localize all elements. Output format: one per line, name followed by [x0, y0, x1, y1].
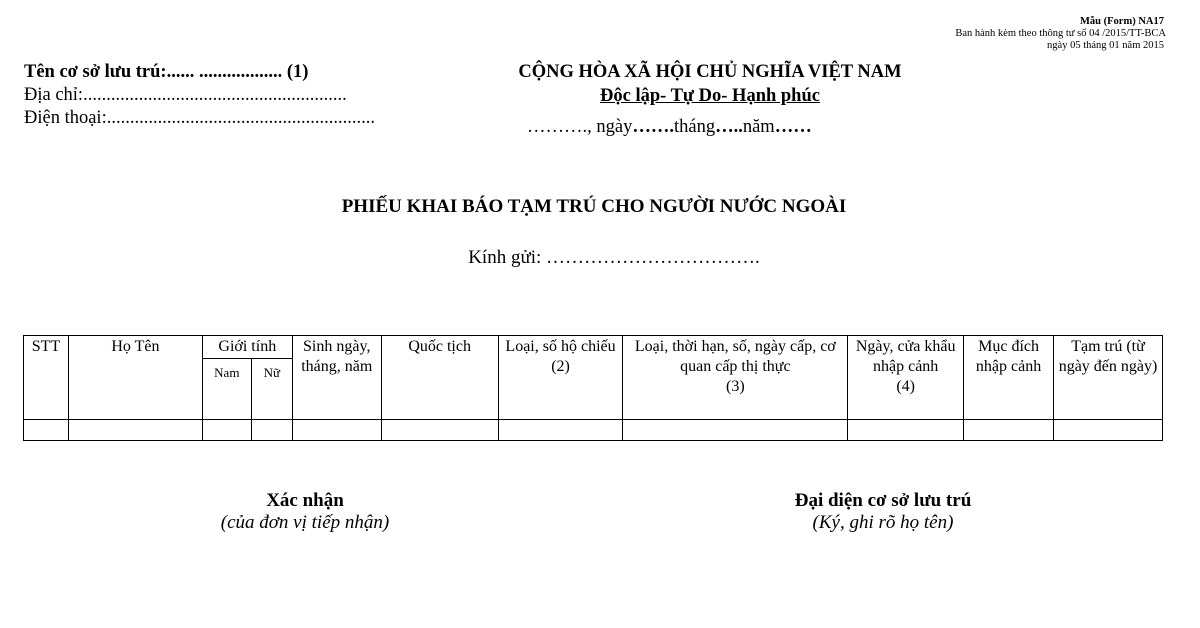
table-cell [202, 420, 251, 441]
table-cell [623, 420, 848, 441]
signature-right [758, 490, 1008, 534]
national-motto-text: Độc lập- Tự Do- Hạnh phúc [600, 86, 820, 106]
table-cell [848, 420, 964, 441]
national-motto [470, 84, 950, 108]
table-cell [1054, 420, 1163, 441]
date-prefix: ………., ngày [527, 117, 633, 137]
establishment-name-line: Tên cơ sở lưu trú:...... .................. (1) [24, 62, 309, 82]
establishment-block [24, 61, 375, 130]
national-header [470, 60, 950, 108]
header-nu: Nữ [251, 359, 292, 420]
date-dots-1: ……. [632, 117, 674, 137]
header-stt: STT [24, 336, 69, 420]
date-line [527, 117, 812, 138]
signature-left [180, 490, 430, 534]
table-cell [964, 420, 1054, 441]
form-date-line: ngày 05 tháng 01 năm 2015 [1047, 40, 1164, 51]
form-code-block [953, 16, 1164, 52]
form-code: Mẫu (Form) NA17 [1080, 16, 1164, 27]
declaration-table [23, 335, 1163, 441]
header-ho-chieu [498, 336, 623, 420]
header-nam: Nam [202, 359, 251, 420]
establishment-phone-line: Điện thoại:.......................................................... [24, 108, 375, 128]
form-issued-line: Ban hành kèm theo thông tư số 04 /2015/TT-BCA [955, 28, 1166, 39]
table-cell [68, 420, 202, 441]
table-row [24, 420, 1163, 441]
header-nhap-canh-note: (4) [896, 378, 915, 395]
signature-right-title: Đại diện cơ sở lưu trú [794, 490, 972, 511]
date-nam: năm [742, 117, 775, 137]
signature-left-sub: (của đơn vị tiếp nhận) [220, 512, 390, 533]
kinh-gui-line: Kính gửi: ……………………………. [468, 247, 760, 268]
header-thi-thuc [623, 336, 848, 420]
header-nhap-canh-text: Ngày, cửa khẩu nhập cảnh [855, 338, 956, 375]
signature-left-title: Xác nhận [266, 490, 344, 511]
table-cell [498, 420, 623, 441]
header-ho-chieu-text: Loại, số hộ chiếu [505, 338, 616, 355]
header-muc-dich: Mục đích nhập cảnh [964, 336, 1054, 420]
signature-right-sub: (Ký, ghi rõ họ tên) [812, 512, 954, 533]
header-tam-tru: Tạm trú (từ ngày đến ngày) [1054, 336, 1163, 420]
table-cell [251, 420, 292, 441]
header-nhap-canh [848, 336, 964, 420]
header-ho-ten: Họ Tên [68, 336, 202, 420]
header-sinh-ngay: Sinh ngày, tháng, năm [292, 336, 381, 420]
date-dots-2: ….. [715, 117, 743, 137]
establishment-address-line: Địa chỉ:......................................................... [24, 85, 347, 105]
date-thang: tháng [673, 117, 716, 137]
national-title: CỘNG HÒA XÃ HỘI CHỦ NGHĨA VIỆT NAM [518, 62, 902, 82]
header-thi-thuc-note: (3) [726, 378, 745, 395]
header-quoc-tich: Quốc tịch [381, 336, 498, 420]
date-dots-3: …… [774, 117, 812, 137]
header-thi-thuc-text: Loại, thời hạn, số, ngày cấp, cơ quan cấp thị thực [634, 338, 836, 375]
table-cell [24, 420, 69, 441]
page-title: PHIẾU KHAI BÁO TẠM TRÚ CHO NGƯỜI NƯỚC NGOÀI [341, 196, 847, 217]
header-gioi-tinh: Giới tính [202, 336, 292, 359]
table-cell [292, 420, 381, 441]
header-ho-chieu-note: (2) [551, 358, 570, 375]
table-cell [381, 420, 498, 441]
